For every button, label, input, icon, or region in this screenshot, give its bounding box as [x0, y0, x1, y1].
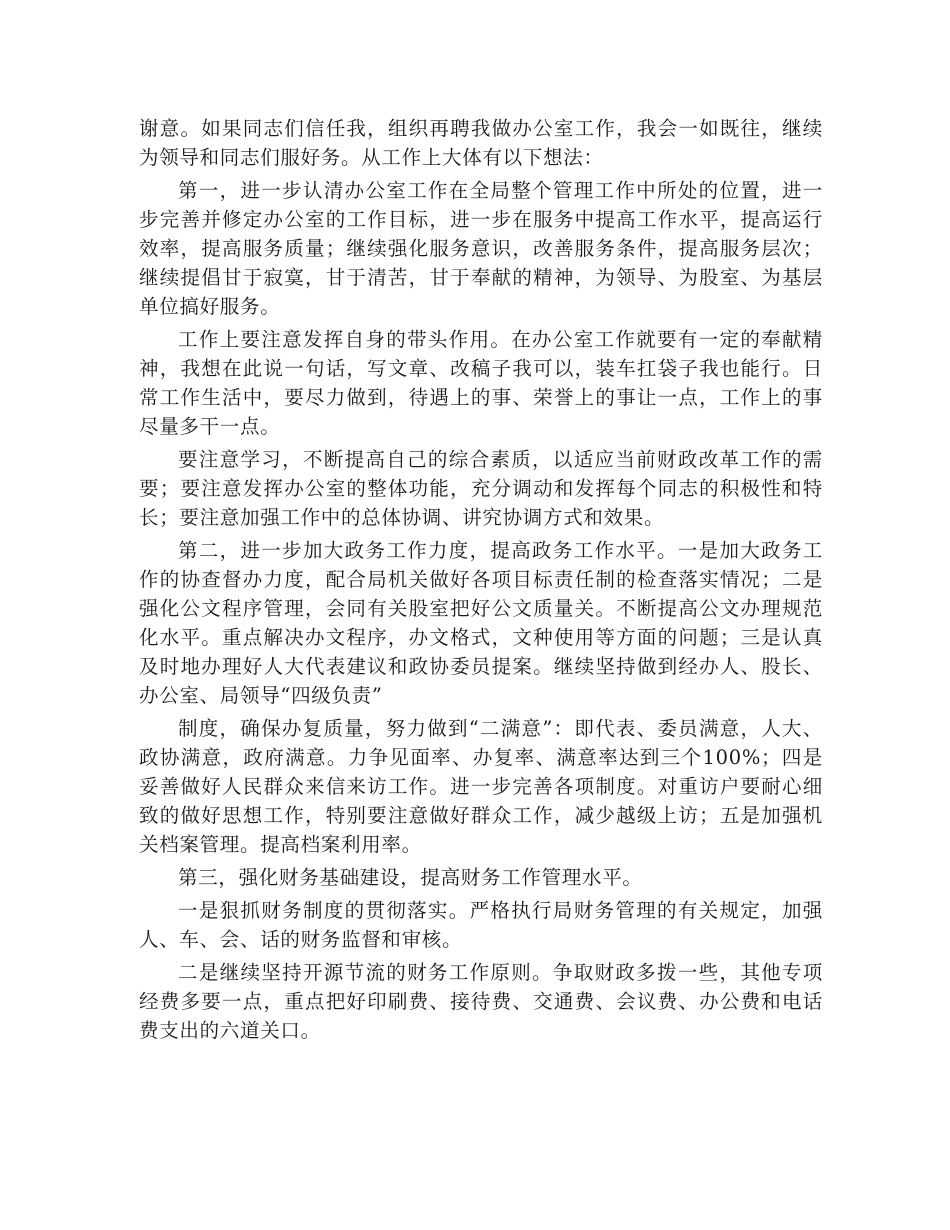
- paragraph-third-point: 第三，强化财务基础建设，提高财务工作管理水平。: [178, 866, 643, 889]
- document-body: [139, 114, 823, 1049]
- paragraph-continuation: 谢意。如果同志们信任我，组织再聘我做办公室工作，我会一如既往，继续为领导和同志们服好务。从工作上大体有以下想法：: [139, 117, 823, 169]
- paragraph-finance-principle: 二是继续坚持开源节流的财务工作原则。争取财政多拨一些，其他专项经费多要一点，重点把好印刷费、接待费、交通费、会议费、办公费和电话费支出的六道关口。: [139, 961, 823, 1042]
- paragraph-finance-rules: 一是狠抓财务制度的贯彻落实。严格执行局财务管理的有关规定，加强人、车、会、话的财务监督和审核。: [139, 899, 823, 951]
- paragraph-second-point: 第二，进一步加大政务工作力度，提高政务工作水平。一是加大政务工作的协查督办力度，配合局机关做好各项目标责任制的检查落实情况；二是强化公文程序管理，会同有关股室把好公文质量关。不断提高公文办理规范化水平。重点解决办文程序，办文格式，文种使用等方面的问题；三是认真及时地办理好人大代表建议和政协委员提案。继续坚持做到经办人、股长、办公室、局领导“四级负责”: [139, 539, 823, 707]
- paragraph-leadership-role: 工作上要注意发挥自身的带头作用。在办公室工作就要有一定的奉献精神，我想在此说一句话，写文章、改稿子我可以，装车扛袋子我也能行。日常工作生活中，要尽力做到，待遇上的事、荣誉上的事让一点，工作上的事尽量多干一点。: [139, 328, 823, 438]
- paragraph-study: 要注意学习，不断提高自己的综合素质，以适应当前财政改革工作的需要；要注意发挥办公室的整体功能，充分调动和发挥每个同志的积极性和特长；要注意加强工作中的总体协调、讲究协调方式和效果。: [139, 448, 823, 529]
- paragraph-system: 制度，确保办复质量，努力做到“二满意”：即代表、委员满意，人大、政协满意，政府满意。力争见面率、办复率、满意率达到三个100%；四是妥善做好人民群众来信来访工作。进一步完善各项制度。对重访户要耐心细致的做好思想工作，特别要注意做好群众工作，减少越级上访；五是加强机关档案管理。提高档案利用率。: [139, 717, 823, 856]
- paragraph-first-point: 第一，进一步认清办公室工作在全局整个管理工作中所处的位置，进一步完善并修定办公室的工作目标，进一步在服务中提高工作水平，提高运行效率，提高服务质量；继续强化服务意识，改善服务条件，提高服务层次；继续提倡甘于寂寞，甘于清苦，甘于奉献的精神，为领导、为股室、为基层单位搞好服务。: [139, 179, 823, 318]
